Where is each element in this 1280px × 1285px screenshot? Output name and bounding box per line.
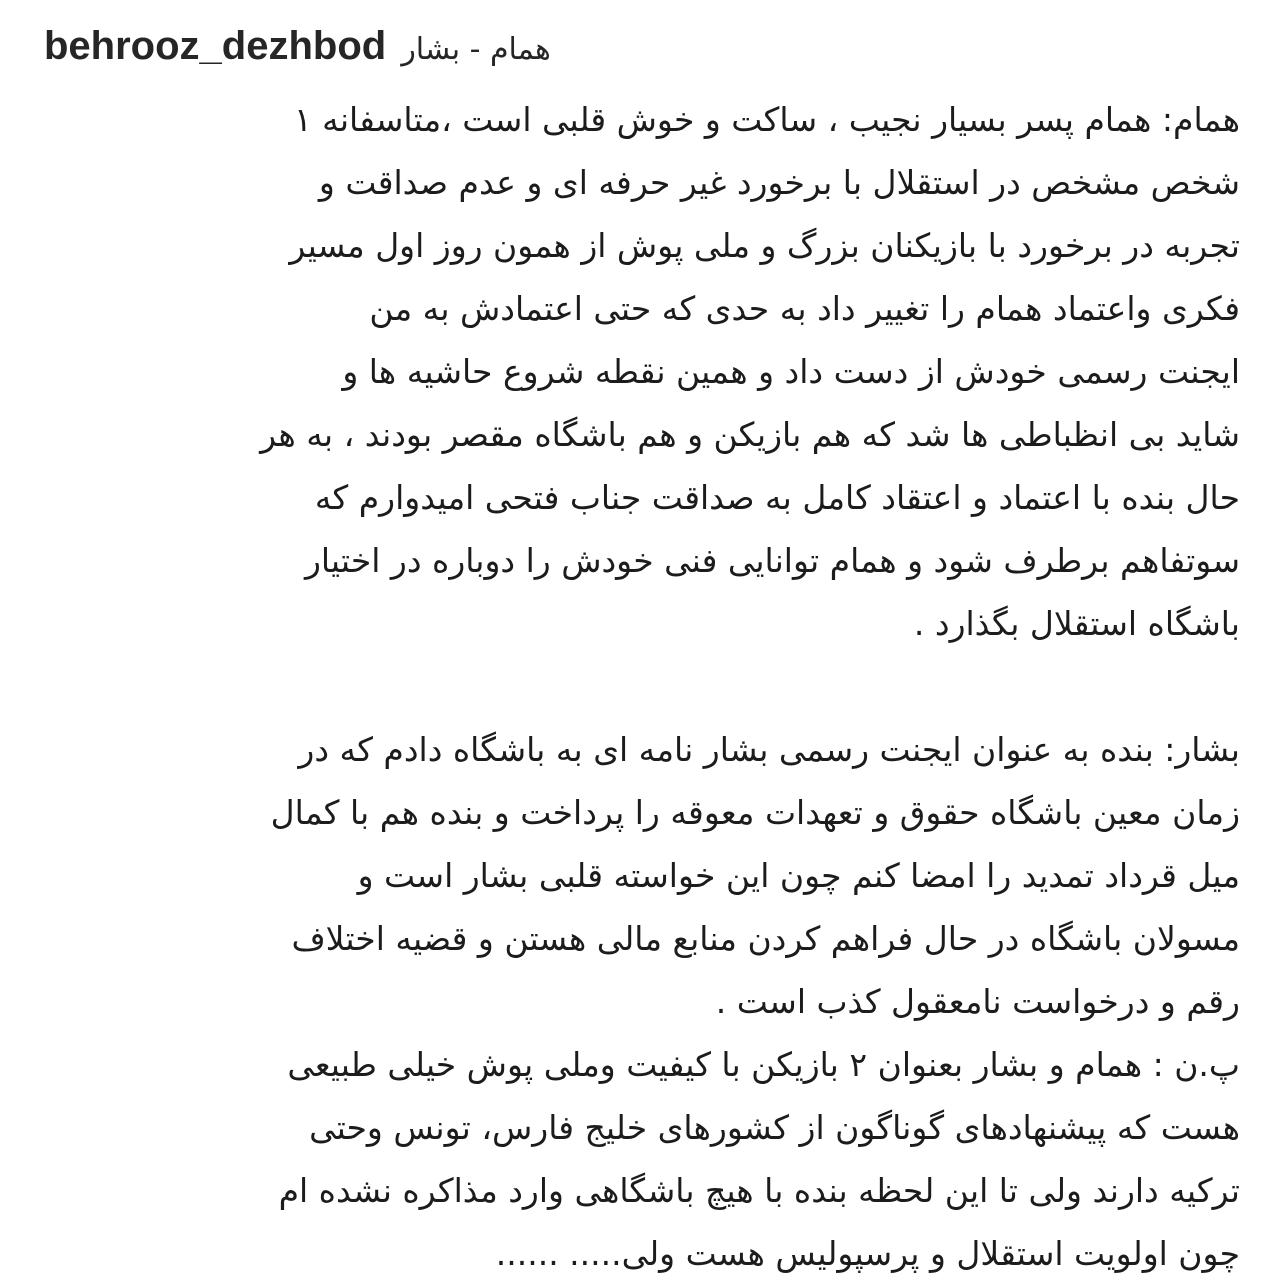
caption-line: مسولان باشگاه در حال فراهم کردن منابع مالی هستن و قضیه اختلاف (291, 919, 1240, 958)
paragraph-gap (40, 655, 1240, 718)
caption-body (40, 88, 1240, 1285)
caption-line: شخص مشخص در استقلال با برخورد غیر حرفه ای و عدم صداقت و (318, 163, 1240, 202)
caption-line: همام: همام پسر بسیار نجیب ، ساکت و خوش قلبی است ،متاسفانه ۱ (293, 100, 1240, 139)
caption-line: حال بنده با اعتماد و اعتقاد کامل به صداقت جناب فتحی امیدوارم که (314, 478, 1240, 517)
caption-line: پ.ن : همام و بشار بعنوان ۲ بازیکن با کیفیت وملی پوش خیلی طبیعی (287, 1045, 1240, 1084)
caption-line: تجربه در برخورد با بازیکنان بزرگ و ملی پوش از همون روز اول مسیر (289, 226, 1240, 265)
caption-line: شاید بی انظباطی ها شد که هم بازیکن و هم باشگاه مقصر بودند ، به هر (260, 415, 1240, 454)
caption-header (44, 14, 1240, 78)
caption-line: ایجنت رسمی خودش از دست داد و همین نقطه شروع حاشیه ها و (342, 352, 1240, 391)
paragraph-bashar (40, 718, 1240, 1033)
caption-line: چون اولویت استقلال و پرسپولیس هست ولی..... ...... (495, 1234, 1240, 1273)
caption-line: هست که پیشنهادهای گوناگون از کشورهای خلیج فارس، تونس وحتی (309, 1108, 1240, 1147)
caption-line: سوتفاهم برطرف شود و همام توانایی فنی خودش را دوباره در اختیار (304, 541, 1240, 580)
caption-line: رقم و درخواست نامعقول کذب است . (715, 982, 1240, 1021)
username-link[interactable]: behrooz_dezhbod (44, 24, 387, 68)
caption-title: همام - بشار (401, 32, 551, 67)
paragraph-postscript (40, 1033, 1240, 1285)
caption-line: میل قرداد تمدید را امضا کنم چون این خواسته قلبی بشار است و (357, 856, 1240, 895)
paragraph-hammam (40, 88, 1240, 655)
caption-line: زمان معین باشگاه حقوق و تعهدات معوقه را پرداخت و بنده هم با کمال (270, 793, 1240, 832)
instagram-caption-screenshot (40, 14, 1240, 1273)
caption-line: فکری واعتماد همام را تغییر داد به حدی که حتی اعتمادش به من (369, 289, 1240, 328)
caption-line: ترکیه دارند ولی تا این لحظه بنده با هیچ باشگاهی وارد مذاکره نشده ام (278, 1171, 1240, 1210)
caption-line: باشگاه استقلال بگذارد . (913, 604, 1240, 643)
caption-line: بشار: بنده به عنوان ایجنت رسمی بشار نامه ای به باشگاه دادم که در (298, 730, 1240, 769)
